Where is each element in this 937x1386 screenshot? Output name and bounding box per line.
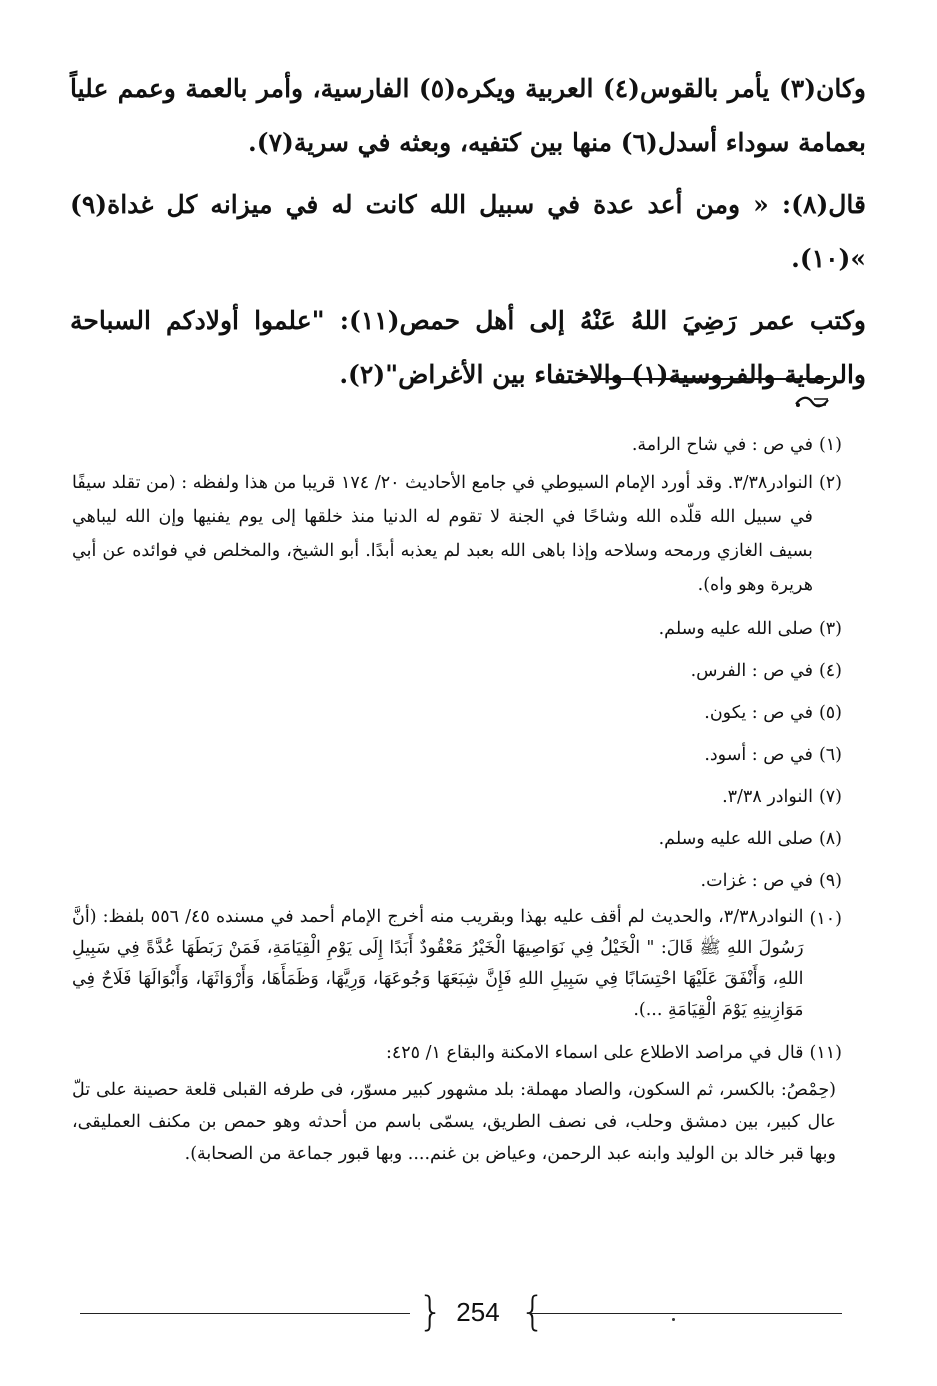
footnotes — [72, 424, 842, 1170]
left-bracket-icon: { — [418, 1289, 444, 1335]
footnote-10 — [72, 902, 842, 1026]
right-bracket-icon: } — [520, 1289, 546, 1335]
footnote-text: صلى الله عليه وسلم. — [658, 619, 813, 639]
page-number: 254 — [456, 1297, 500, 1327]
separator-flourish-icon — [792, 392, 832, 414]
footnote-text: النوادر٣/٣٨، والحديث لم أقف عليه بهذا وبقريب منه أخرج الإمام أحمد في مسنده ٤٥/ ٥٥٦ بلفظ: (أنَّ رَسُولَ اللهِ ﷺ قَالَ: " الْخَيْلُ فِي نَوَاصِيهَا الْخَيْرُ مَعْقُودٌ أَبَدًا إِلَى يَوْمِ الْقِيَامَةِ، فَمَنْ رَبَطَهَا عُدَّةً فِي سَبِيلِ اللهِ، وَأَنْفَقَ عَلَيْهَا احْتِسَابًا فِي سَبِيلِ اللهِ فَإِنَّ شِبَعَهَا وَجُوعَهَا، وَرِيَّهَا، وَظَمَأَهَا، وَأَرْوَاثَهَا، وَأَبْوَالَهَا فَلَاحٌ فِي مَوَازِينِهِ يَوْمَ الْقِيَامَةِ ...). — [72, 907, 804, 1020]
paragraph-3: وكتب عمر رَضِيَ اللهُ عَنْهُ إلى أهل حمص(١١): "علموا أولادكم السباحة والرماية والفروسية(١) والاختفاء بين الأغراض"(٢). — [70, 306, 866, 389]
footnote-separator-rule — [578, 378, 830, 380]
footnote-1 — [72, 424, 842, 466]
footnote-text: في ص : في شاح الرامة. — [631, 435, 813, 455]
footnote-number: (٨) — [818, 829, 842, 849]
footnote-text: في ص : غزات. — [700, 871, 813, 891]
footnote-text: قال في مراصد الاطلاع على اسماء الامكنة والبقاع ١/ ٤٢٥: — [385, 1043, 804, 1063]
footnote-number: (٤) — [818, 661, 842, 681]
footnote-number: (١) — [818, 435, 842, 455]
speck-mark — [672, 1318, 675, 1321]
footnote-2 — [72, 466, 842, 602]
footnote-3 — [72, 608, 842, 650]
footnote-number: (١١) — [809, 1043, 842, 1063]
footnote-6 — [72, 734, 842, 776]
footnote-number: (٩) — [818, 871, 842, 891]
footnote-11-quote: (حِمْصُ: بالكسر، ثم السكون، والصاد مهملة: بلد مشهور كبير مسوّر، فى طرفه القبلى قلعة حصينة على تلّ عال كبير، بين دمشق وحلب، فى نصف الطريق، يسمّى باسم من أحدثه وهو حمص بن مكنف العمليقى، وبها قبر خالد بن الوليد وابنه عبد الرحمن، وعياض بن غنم.... وبها قبور جماعة من الصحابة). — [72, 1080, 836, 1164]
paragraph-1: وكان(٣) يأمر بالقوس(٤) العربية ويكره(٥) الفارسية، وأمر بالعمة وعمم علياً بعمامة سوداء أسدل(٦) منها بين كتفيه، وبعثه في سرية(٧). — [70, 74, 866, 157]
footnote-number: (٥) — [818, 703, 842, 723]
footnote-text: في ص : أسود. — [704, 745, 813, 765]
paragraph-2: قال(٨): « ومن أعد عدة في سبيل الله كانت له في ميزانه كل غداة(٩) »(١٠). — [70, 190, 866, 273]
footnote-text: صلى الله عليه وسلم. — [658, 829, 813, 849]
footnote-number: (١٠) — [809, 909, 842, 929]
footnote-text: في ص : يكون. — [704, 703, 813, 723]
footnote-9 — [72, 860, 842, 902]
footnote-4 — [72, 650, 842, 692]
footnote-5 — [72, 692, 842, 734]
footnote-number: (٦) — [818, 745, 842, 765]
footnote-7 — [72, 776, 842, 818]
footer-rule-left — [80, 1313, 410, 1314]
footnote-8 — [72, 818, 842, 860]
footnote-number: (٧) — [818, 787, 842, 807]
footer-rule-right — [527, 1313, 842, 1314]
footnote-11 — [72, 1032, 842, 1074]
footnote-text: النوادر٣/٣٨. وقد أورد الإمام السيوطي في جامع الأحاديث ٢٠/ ١٧٤ قريبا من هذا ولفظه : (من تقلد سيفًا في سبيل الله قلّده الله وشاحًا في الجنة لا تقوم له الدنيا منذ خلقها إلى يوم يفنيها وإن الله ليباهي بسيف الغازي ورمحه وسلاحه وإذا باهى الله بعبد لم يعذبه أبدًا. أبو الشيخ، والمخلص في فوائده عن أبي هريرة وهو واه). — [72, 473, 813, 595]
footnote-text: النوادر ٣/٣٨. — [722, 787, 813, 807]
main-text — [70, 62, 866, 410]
footnote-text: في ص : الفرس. — [690, 661, 813, 681]
page-footer — [80, 1290, 842, 1336]
footnote-number: (٢) — [818, 473, 842, 493]
footnote-number: (٣) — [818, 619, 842, 639]
